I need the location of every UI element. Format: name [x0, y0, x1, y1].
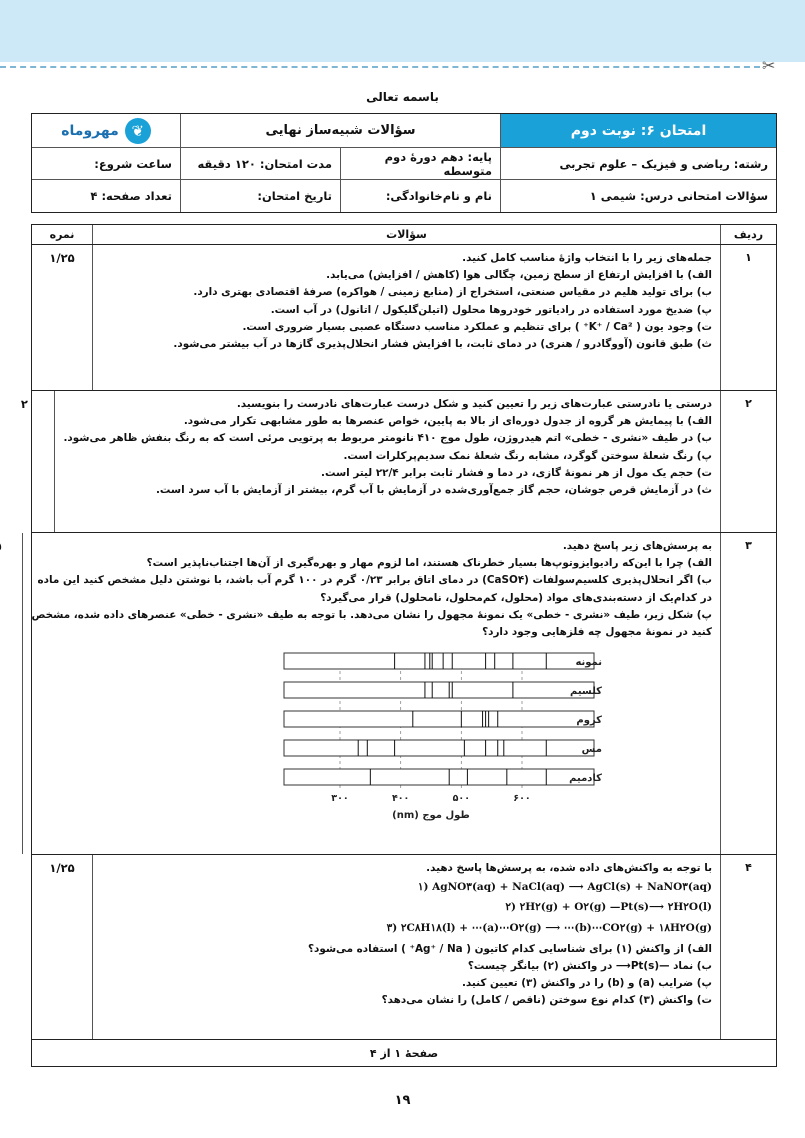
question-line: الف) چرا با این‌که رادیوایزوتوپ‌ها بسیار خطرناک هستند، اما لزوم مهار و بهره‌گیری از آن‌ها اجتناب‌ناپذیر است؟: [146, 557, 712, 570]
start-time-label: ساعت شروع:: [94, 156, 172, 171]
emission-spectra-figure: [102, 647, 712, 847]
page-footer: صفحهٔ ۱ از ۴: [369, 1046, 439, 1060]
spectrum-band: [284, 769, 594, 785]
question-line: در کدام‌یک از دسته‌بندی‌های مواد (محلول، کم‌محلول، نامحلول) قرار می‌گیرد؟: [320, 591, 712, 604]
question-body: [54, 391, 720, 532]
question-intro: با توجه به واکنش‌های داده شده، به پرسش‌ها پاسخ دهید.: [426, 862, 712, 874]
question-body: [92, 855, 720, 1039]
course-label: سؤالات امتحانی درس: شیمی ۱: [500, 180, 776, 212]
student-name-label: نام و نام‌خانوادگی:: [340, 180, 500, 212]
question-line: پ) ضدیخ مورد استفاده در رادیاتور خودروها محلول (اتیلن‌گلیکول / اتانول) در آب است.: [270, 303, 712, 316]
question-line: ب) اگر انحلال‌پذیری کلسیم‌سولفات (CaSO۴) در دمای اتاق برابر ۰/۲۳ گرم در ۱۰۰ گرم آب باشد، با نوشتن دلیل مشخص کنید این ماده: [37, 574, 712, 587]
question-row: [32, 855, 776, 1040]
question-score: ۱/۲۵: [49, 861, 75, 875]
spectrum-row-label: کادمیم: [569, 773, 602, 785]
exam-title: امتحان ۶: نوبت دوم: [500, 114, 776, 147]
spectrum-row-label: کلسیم: [570, 686, 602, 698]
question-line: درستی یا نادرستی عبارت‌های زیر را تعیین کنید و شکل درست عبارت‌های نادرست را بنویسید.: [236, 398, 712, 410]
page-number: ۱۹: [394, 1093, 411, 1108]
axis-label: طول موج (nm): [392, 810, 470, 822]
top-band: [0, 0, 805, 62]
question-body: [92, 245, 720, 390]
question-line: به پرسش‌های زیر پاسخ دهید.: [562, 540, 712, 552]
brand-logo: [32, 114, 180, 147]
spectrum-row-label: نمونه: [575, 657, 602, 669]
question-line: الف) با افزایش ارتفاع از سطح زمین، چگالی هوا (کاهش / افزایش) می‌یابد.: [326, 269, 712, 282]
scissors-icon: ✂: [762, 56, 776, 75]
question-line: پ) رنگ شعلهٔ سوختن گوگرد، مشابه رنگ شعلهٔ نمک سدیم‌پرکلرات است.: [343, 449, 712, 462]
reaction-equation: ۳) ۲C۸H۱۸(l) + ⋯(a)⋯O۲(g) ⟶ ⋯(b)⋯CO۲(g) + ۱۸H۲O(g): [386, 921, 712, 934]
question-row: [32, 533, 776, 855]
field-label: رشته: ریاضی و فیزیک – علوم تجربی: [500, 148, 776, 179]
question-number: ۳: [720, 533, 776, 854]
exam-header: [31, 113, 777, 213]
questions-table: [20, 224, 777, 1067]
question-line: جمله‌های زیر را با انتخاب واژهٔ مناسب کامل کنید.: [462, 252, 712, 264]
butterfly-icon: ❦: [125, 118, 151, 144]
axis-tick-label: ۴۰۰: [391, 793, 410, 805]
column-header-questions: سؤالات: [92, 225, 720, 244]
question-score: [0, 533, 22, 854]
spectrum-band: [284, 740, 594, 756]
question-line: الف) از واکنش (۱) برای شناسایی کدام کاتیون ( Ag⁺ / Na⁺ ) استفاده می‌شود؟: [307, 942, 712, 955]
question-line: ب) نماد —Pt(s)⟶ در واکنش (۲) بیانگر چیست؟: [467, 960, 712, 973]
grade-label: پایه: دهم دورهٔ دوم متوسطه: [340, 148, 500, 179]
exam-subtitle: سؤالات شبیه‌ساز نهایی: [180, 114, 500, 147]
question-score: ۱/۲۵: [49, 251, 75, 265]
question-line: پ) ضرایب (a) و (b) را در واکنش (۳) تعیین کنید.: [461, 977, 712, 990]
axis-tick-label: ۳۰۰: [331, 793, 349, 805]
question-line: ب) برای تولید هلیم در مقیاس صنعتی، استخراج از (منابع زمینی / هواکره) صرفهٔ اقتصادی بهتری دارد.: [193, 286, 712, 299]
question-number: ۲: [720, 391, 776, 532]
question-line: ب) در طیف «نشری - خطی» اتم هیدروژن، طول موج ۴۱۰ نانومتر مربوط به پرتویی مرئی است که به رنگ بنفش ظاهر می‌شود.: [63, 432, 712, 445]
exam-date-label: تاریخ امتحان:: [180, 180, 340, 212]
question-line: ث) طبق قانون (آووگادرو / هنری) در دمای ثابت، با افزایش فشار انحلال‌پذیری گازها در آب بیشتر می‌شود.: [173, 338, 712, 351]
reaction-equation: ۱) AgNO۳(aq) + NaCl(aq) ⟶ AgCl(s) + NaNO۳(aq): [417, 881, 712, 894]
column-header-score: نمره: [49, 228, 75, 241]
reaction-equation: ۲) ۲H۲(g) + O۲(g) —Pt(s)⟶ ۲H۲O(l): [505, 901, 712, 914]
spectrum-row-label: کروم: [576, 715, 602, 727]
spectrum-row-label: مس: [581, 744, 602, 756]
spectrum-band: [284, 711, 594, 727]
column-header-number: ردیف: [720, 225, 776, 244]
spectrum-band: [284, 653, 594, 669]
question-row: [20, 391, 776, 533]
question-line: پ) شکل زیر، طیف «نشری - خطی» یک نمونهٔ مجهول را نشان می‌دهد. با توجه به طیف «نشری - خطی» عنصرهای داده شده، مشخص: [31, 608, 712, 621]
question-score: ۲: [20, 397, 28, 411]
bismillah: باسمه تعالی: [366, 90, 439, 104]
question-number: ۱: [720, 245, 776, 390]
brand-name: مهروماه: [61, 122, 119, 139]
axis-tick-label: ۵۰۰: [452, 793, 471, 805]
question-line: ت) حجم یک مول از هر نمونهٔ گازی، در دما و فشار ثابت برابر ۲۲/۴ لیتر است.: [321, 466, 712, 479]
axis-tick-label: ۶۰۰: [513, 793, 531, 805]
question-line: ت) وجود یون ( K⁺ / Ca²⁺ ) برای تنظیم و عملکرد مناسب دستگاه عصبی بسیار ضروری است.: [242, 320, 712, 333]
question-body: [22, 533, 720, 854]
question-line: ت) واکنش (۳) کدام نوع سوختن (ناقص / کامل) را نشان می‌دهد؟: [381, 994, 712, 1007]
page-count-label: تعداد صفحه: ۴: [90, 189, 172, 203]
spectrum-band: [284, 682, 594, 698]
cut-line: [0, 66, 760, 68]
question-line: ث) در آزمایش قرص جوشان، حجم گاز جمع‌آوری‌شده در آزمایش با آب گرم، بیشتر از آزمایش با آب سرد است.: [155, 484, 712, 497]
duration-label: مدت امتحان: ۱۲۰ دقیقه: [180, 148, 340, 179]
question-number: ۴: [720, 855, 776, 1039]
question-line: الف) با پیمایش هر گروه از جدول دوره‌ای از بالا به پایین، خواص عنصرها به طور مشابهی تکرار می‌شود.: [183, 415, 712, 428]
question-line: کنید در نمونهٔ مجهول چه فلزهایی وجود دارد؟: [482, 626, 712, 639]
question-row: [32, 245, 776, 391]
